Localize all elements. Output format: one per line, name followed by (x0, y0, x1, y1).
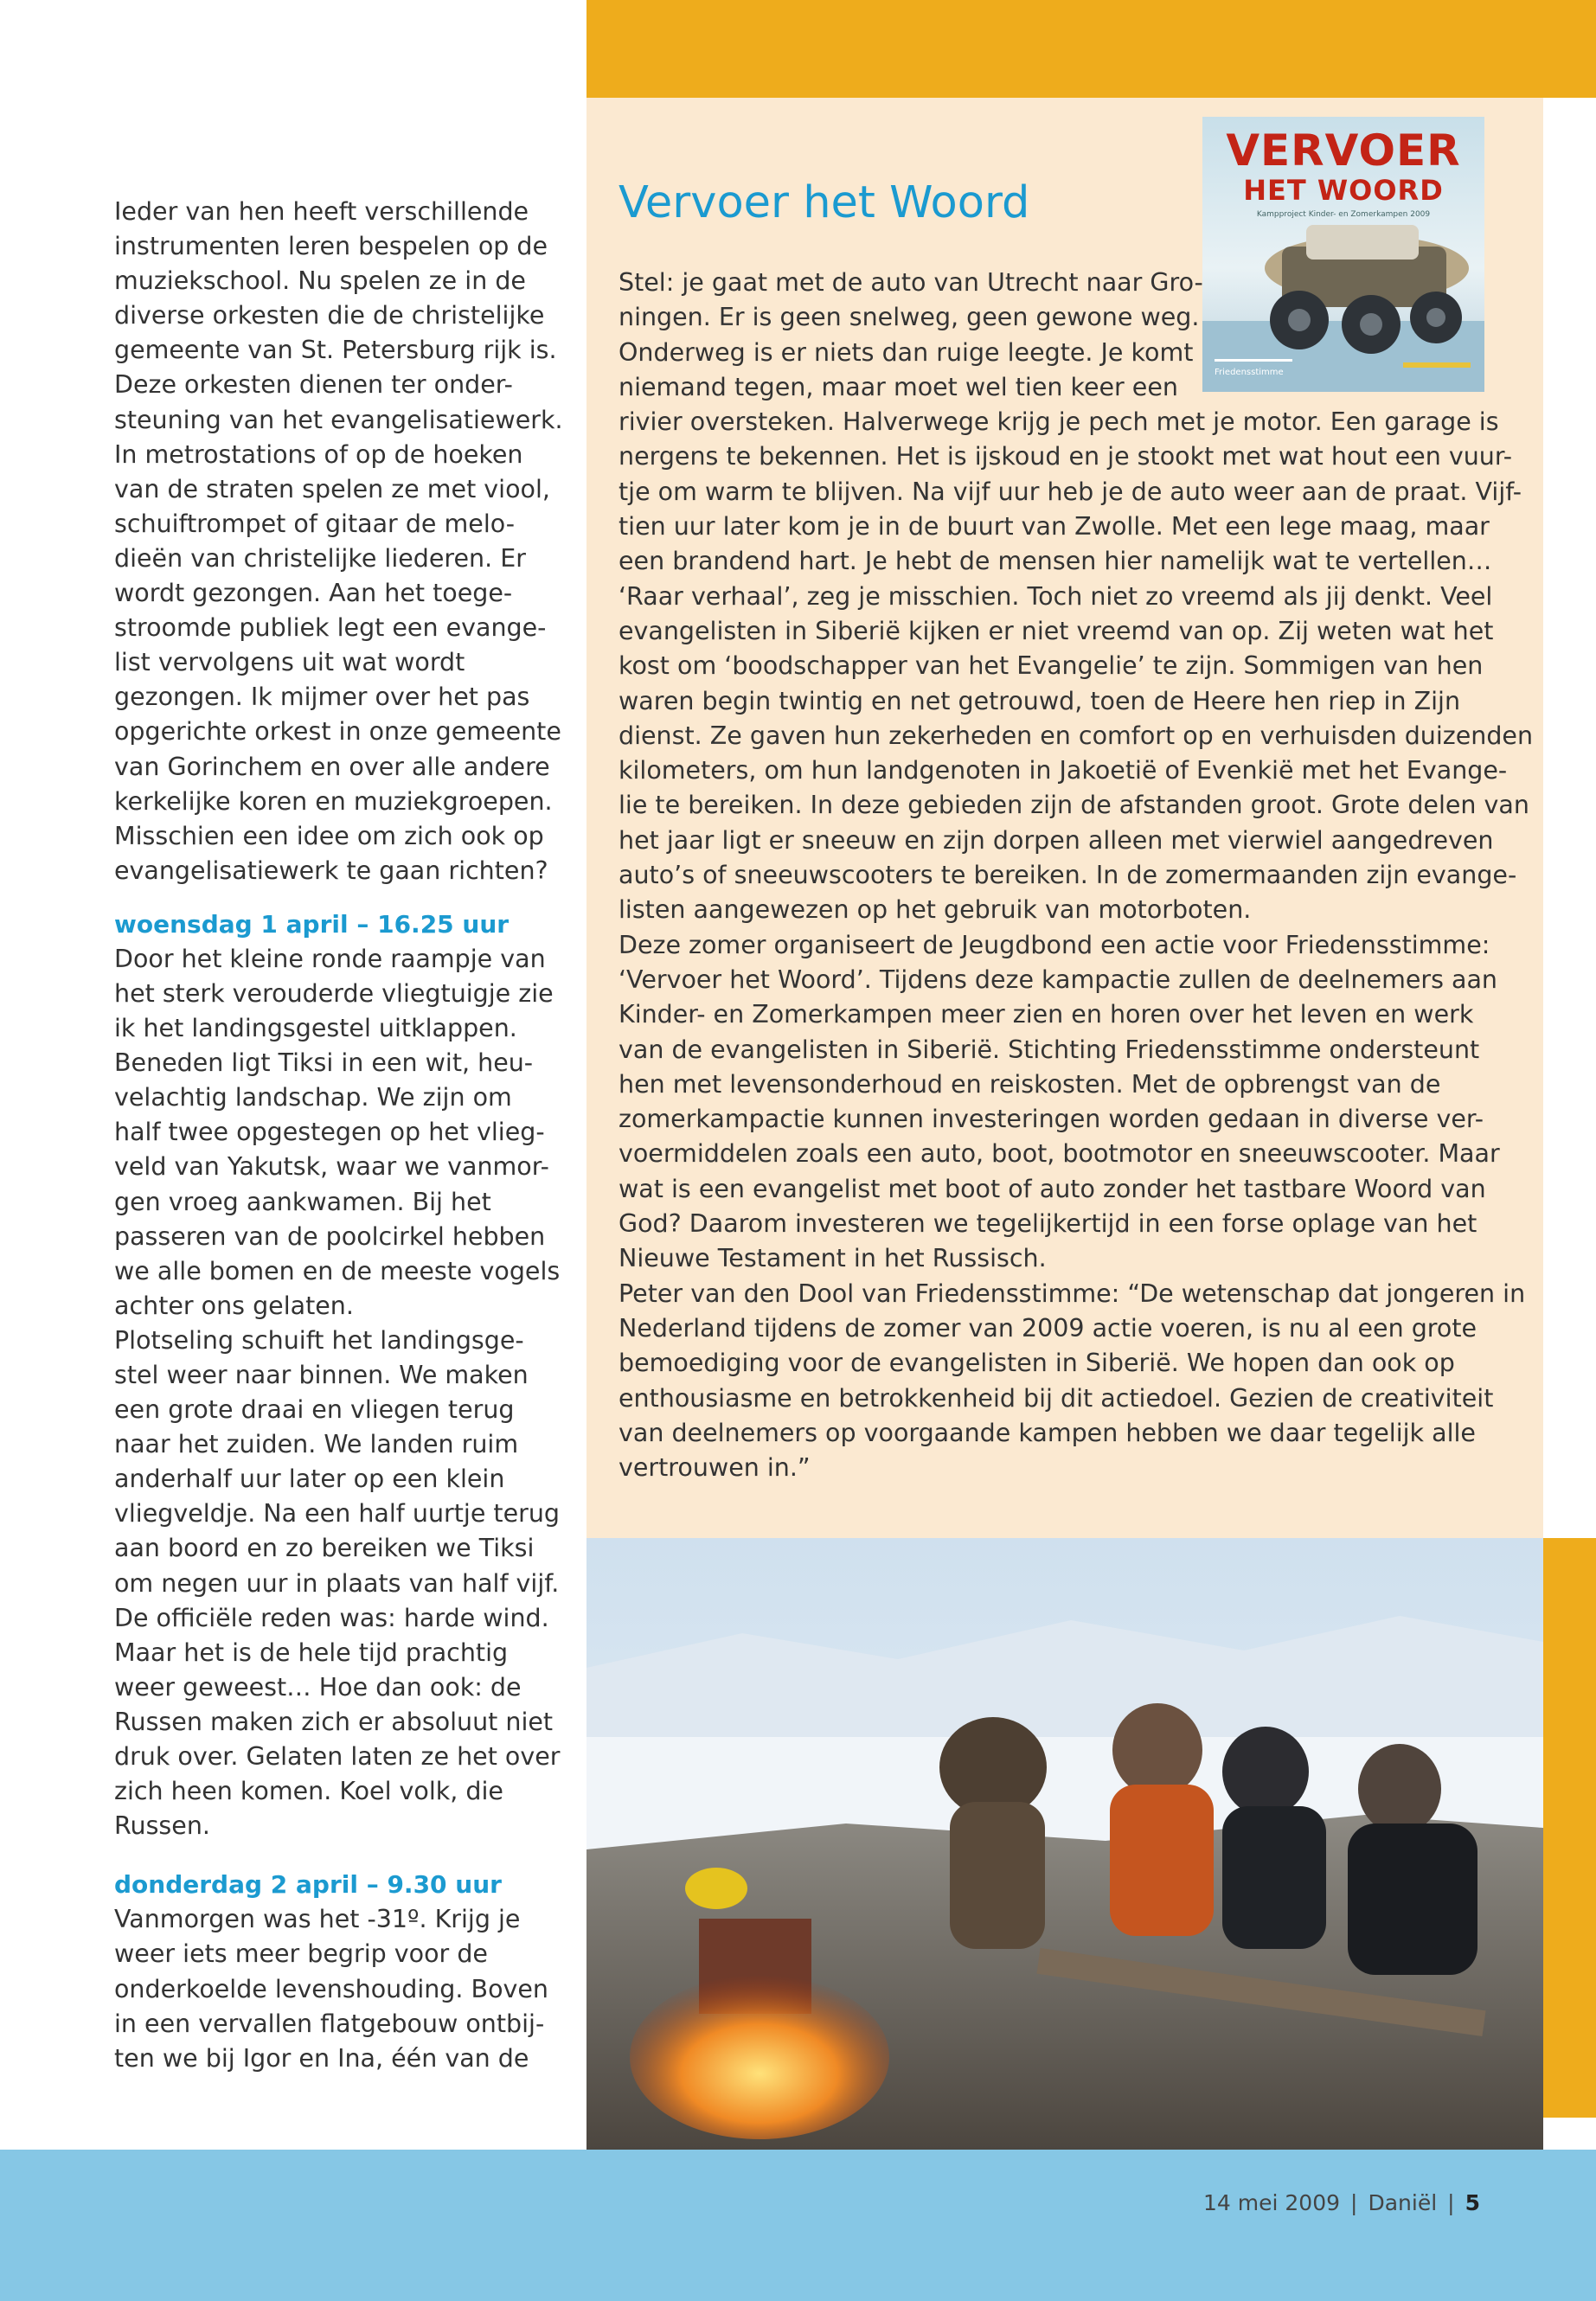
text-line: lie te bereiken. In deze gebieden zijn de afstanden groot. Grote delen van (619, 791, 1529, 820)
text-line: druk over. Gelaten laten ze het over (114, 1742, 561, 1772)
article-body (619, 266, 1534, 1485)
text-line: weer geweest… Hoe dan ook: de (114, 1672, 522, 1702)
text-line: van de straten spelen ze met viool, (114, 474, 550, 503)
text-line: Beneden ligt Tiksi in een wit, heu- (114, 1048, 534, 1078)
page-number: 5 (1465, 2190, 1480, 2215)
text-line: Nederland tijdens de zomer van 2009 actie voeren, is nu al een grote (619, 1313, 1477, 1343)
cover-title-line1: VERVOER (1226, 125, 1461, 176)
text-line: God? Daarom investeren we tegelijkertijd in een forse oplage van het (619, 1209, 1477, 1239)
text-line: achter ons gelaten. (114, 1291, 354, 1320)
text-line: Peter van den Dool van Friedensstimme: “De wetenschap dat jongeren in (619, 1279, 1526, 1308)
text-line: half twee opgestegen op het vlieg- (114, 1118, 545, 1147)
text-line: Door het kleine ronde raampje van (114, 944, 546, 973)
text-line: schuiftrompet of gitaar de melo- (114, 509, 515, 538)
text-line: van de evangelisten in Siberië. Stichting Friedensstimme ondersteunt (619, 1035, 1480, 1064)
text-line: waren begin twintig en net getrouwd, toen de Heere hen riep in Zijn (619, 686, 1461, 715)
text-line: dieën van christelijke liederen. Er (114, 543, 526, 573)
text-line: stroomde publiek legt een evange- (114, 613, 547, 643)
text-line: voermiddelen zoals een auto, boot, bootmotor en sneeuwscooter. Maar (619, 1139, 1500, 1169)
photo-artwork (586, 1538, 1543, 2150)
text-line: een brandend hart. Je hebt de mensen hier namelijk wat te vertellen… (619, 547, 1492, 576)
text-line: nergens te bekennen. Het is ijskoud en je stookt met wat hout een vuur- (619, 442, 1513, 471)
text-line: gemeente van St. Petersburg rijk is. (114, 336, 557, 365)
text-line: anderhalf uur later op een klein (114, 1465, 505, 1494)
diary-heading-1: woensdag 1 april – 16.25 uur (114, 909, 510, 939)
text-line: zich heen komen. Koel volk, die (114, 1777, 503, 1806)
text-line: een grote draai en vliegen terug (114, 1395, 515, 1425)
text-line: Vanmorgen was het -31º. Krijg je (114, 1905, 521, 1934)
text-line: wordt gezongen. Aan het toege- (114, 579, 513, 608)
text-line: wat is een evangelist met boot of auto zonder het tastbare Woord van (619, 1174, 1486, 1203)
text-line: auto’s of sneeuwscooters te bereiken. In de zomermaanden zijn evange- (619, 861, 1517, 890)
left-column (114, 195, 564, 2076)
text-line: kerkelijke koren en muziekgroepen. (114, 786, 553, 816)
text-line: stel weer naar binnen. We maken (114, 1361, 529, 1389)
text-line: Maar het is de hele tijd prachtig (114, 1638, 509, 1667)
text-line: het sterk verouderde vliegtuigje zie (114, 978, 554, 1008)
cover-title-line2: HET WOORD (1243, 174, 1444, 207)
text-line: tien uur later kom je in de buurt van Zwolle. Met een lege maag, maar (619, 512, 1490, 542)
text-line: Nieuwe Testament in het Russisch. (619, 1244, 1047, 1273)
text-line: Russen maken zich er absoluut niet (114, 1707, 554, 1736)
text-line: Plotseling schuift het landingsge- (114, 1325, 524, 1355)
text-line: Deze zomer organiseert de Jeugdbond een actie voor Friedensstimme: (619, 930, 1490, 959)
footer-text: 14 mei 2009 | Daniël | 5 (1203, 2190, 1480, 2215)
text-line: Ieder van hen heeft verschillende (114, 197, 529, 226)
text-line: evangelisten in Siberië kijken er niet vreemd van op. Zij weten wat het (619, 616, 1494, 645)
text-line: gezongen. Ik mijmer over het pas (114, 683, 530, 712)
text-line: in een vervallen flatgebouw ontbij- (114, 2009, 545, 2038)
text-line: Kinder- en Zomerkampen meer zien en horen over het leven en werk (619, 1000, 1474, 1029)
text-line: ik het landingsgestel uitklappen. (114, 1014, 517, 1043)
text-line: Russen. (114, 1811, 210, 1841)
left-paragraph-1 (114, 195, 564, 888)
text-line: Misschien een idee om zich ook op (114, 821, 544, 850)
text-line: Deze orkesten dienen ter onder- (114, 370, 513, 400)
text-line: ten we bij Igor en Ina, één van de (114, 2043, 529, 2073)
text-line: tje om warm te blijven. Na vijf uur heb je de auto weer aan de praat. Vijf- (619, 477, 1522, 506)
left-paragraph-3 (114, 1902, 564, 2075)
footer-date: 14 mei 2009 (1203, 2190, 1341, 2215)
text-line: bemoediging voor de evangelisten in Siberië. We hopen dan ook op (619, 1349, 1455, 1378)
text-line: ‘Raar verhaal’, zeg je misschien. Toch niet zo vreemd als jij denkt. Veel (619, 581, 1493, 611)
cover-brand: Friedensstimme (1215, 368, 1284, 377)
text-line: list vervolgens uit wat wordt (114, 648, 465, 677)
text-line: De officiële reden was: harde wind. (114, 1603, 549, 1632)
text-line: hen met levensonderhoud en reiskosten. Met de opbrengst van de (619, 1069, 1441, 1099)
text-line: naar het zuiden. We landen ruim (114, 1430, 519, 1459)
text-line: zomerkampactie kunnen investeringen worden gedaan in diverse ver- (619, 1105, 1484, 1134)
text-line: kilometers, om hun landgenoten in Jakoetië of Evenkië met het Evange- (619, 756, 1508, 785)
text-line: enthousiasme en betrokkenheid bij dit actiedoel. Gezien de creativiteit (619, 1383, 1494, 1413)
text-line: instrumenten leren bespelen op de (114, 232, 548, 261)
text-line: passeren van de poolcirkel hebben (114, 1221, 546, 1251)
text-line: dienst. Ze gaven hun zekerheden en comfort op en verhuisden duizenden (619, 721, 1534, 750)
text-line: steuning van het evangelisatiewerk. (114, 405, 563, 434)
text-line: aan boord en zo bereiken we Tiksi (114, 1534, 535, 1563)
text-line: ‘Vervoer het Woord’. Tijdens deze kampactie zullen de deelnemers aan (619, 965, 1497, 994)
footer-bar (0, 2150, 1596, 2301)
text-line: rivier oversteken. Halverwege krijg je pech met je motor. Een garage is (619, 407, 1499, 437)
text-line: evangelisatiewerk te gaan richten? (114, 856, 548, 885)
footer-publication: Daniël (1368, 2190, 1438, 2215)
diary-heading-2: donderdag 2 april – 9.30 uur (114, 1870, 502, 1900)
text-line: listen aangewezen op het gebruik van motorboten. (619, 895, 1252, 925)
top-accent-bar (586, 0, 1596, 98)
text-line: Onderweg is er niets dan ruige leegte. Je komt (619, 337, 1194, 367)
text-line: Stel: je gaat met de auto van Utrecht naar Gro- (619, 268, 1203, 297)
text-line: opgerichte orkest in onze gemeente (114, 717, 561, 747)
text-line: onderkoelde levenshouding. Boven (114, 1974, 548, 2003)
text-line: vertrouwen in.” (619, 1453, 811, 1483)
text-line: om negen uur in plaats van half vijf. (114, 1568, 560, 1598)
side-accent-bar (1543, 1538, 1596, 2118)
text-line: niemand tegen, maar moet wel tien keer een (619, 372, 1178, 401)
cover-subtitle: Kampproject Kinder- en Zomerkampen 2009 (1256, 210, 1431, 219)
text-line: het jaar ligt er sneeuw en zijn dorpen alleen met vierwiel aangedreven (619, 825, 1494, 855)
text-line: veld van Yakutsk, waar we vanmor- (114, 1152, 549, 1182)
photo-campfire-group (586, 1538, 1543, 2150)
text-line: kost om ‘boodschapper van het Evangelie’ te zijn. Sommigen van hen (619, 651, 1484, 681)
left-paragraph-2 (114, 942, 564, 1843)
text-line: van Gorinchem en over alle andere (114, 752, 550, 781)
text-line: diverse orkesten die de christelijke (114, 301, 545, 330)
article-title: Vervoer het Woord (619, 177, 1030, 228)
text-line: van deelnemers op voorgaande kampen hebben we daar tegelijk alle (619, 1418, 1476, 1447)
text-line: gen vroeg aankwamen. Bij het (114, 1187, 491, 1216)
text-line: In metrostations of op de hoeken (114, 439, 523, 469)
text-line: ningen. Er is geen snelweg, geen gewone weg. (619, 303, 1200, 332)
text-line: we alle bomen en de meeste vogels (114, 1256, 561, 1285)
text-line: muziekschool. Nu spelen ze in de (114, 266, 526, 296)
article-text (619, 266, 1534, 1485)
text-line: vliegveldje. Na een half uurtje terug (114, 1499, 560, 1529)
text-line: velachtig landschap. We zijn om (114, 1083, 512, 1112)
text-line: weer iets meer begrip voor de (114, 1939, 488, 1969)
